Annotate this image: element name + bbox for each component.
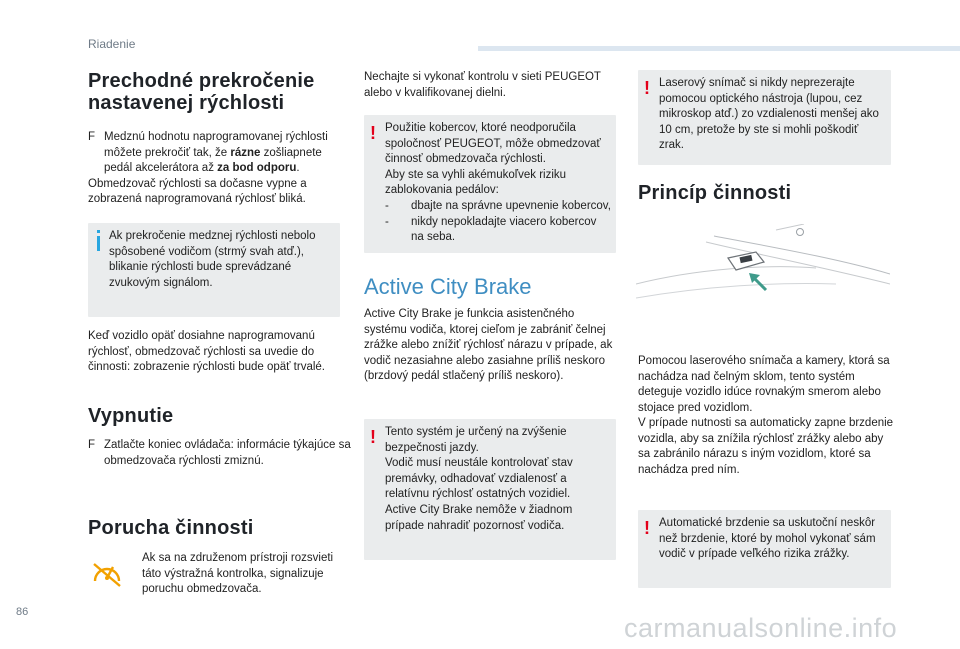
bullet-marker: F [88, 439, 96, 451]
warning-icon: ! [644, 518, 650, 538]
heading-temporary-exceed [88, 70, 346, 114]
heading-line-1: Prechodné prekročenie [88, 70, 315, 92]
heading-active-city-brake: Active City Brake [364, 274, 532, 299]
paragraph-principle-detection: Pomocou laserového snímača a kamery, ktorá sa nachádza nad čelným sklom, tento systém deteguje vozidlo idúce rovnakým smerom alebo stojace pred vozidlom. [638, 355, 890, 414]
info-text: Ak prekročenie medznej rýchlosti nebolo spôsobené vodičom (strmý svah atď.), blikanie rýchlosti bude sprevádzané zvukovým signálom. [109, 230, 316, 289]
warning-attention-line-2: Vodič musí neustále kontrolovať stav premávky, odhadovať vzdialenosť a relatívnu rýchlosť ostatných vozidiel. [385, 457, 573, 501]
heading-line-2: nastavenej rýchlosti [88, 92, 285, 114]
warning-box-attention [364, 419, 616, 560]
header-bar [478, 46, 960, 51]
list-dash: - [385, 215, 389, 228]
watermark: carmanualsonline.info [624, 613, 898, 643]
windshield-sensor-illustration [636, 224, 890, 340]
list-dash: - [385, 199, 389, 212]
warning-mats-text: Použitie kobercov, ktoré neodporučila spoločnosť PEUGEOT, môže obmedzovať činnosť obmedzovača rýchlosti. [385, 122, 601, 166]
bullet-marker: F [88, 131, 96, 143]
speed-limiter-fault-icon [90, 556, 124, 590]
warning-laser-text: Laserový snímač si nikdy neprezerajte pomocou optického nástroja (lupou, cez mikroskop atď.) zo vzdialenosti menšej ako 10 cm, pretože by ste si mohli poškodiť zrak. [659, 77, 879, 152]
section-tag: Riadenie [88, 37, 136, 51]
info-icon [97, 236, 100, 251]
fault-text: Ak sa na združenom prístroji rozsvieti táto výstražná kontrolka, signalizuje poruchu obmedzovača. [142, 552, 334, 596]
heading-porucha: Porucha činnosti [88, 517, 254, 539]
warning-icon: ! [644, 78, 650, 98]
warning-mats-advice: Aby ste sa vyhli akémukoľvek riziku zablokovania pedálov: [385, 168, 567, 197]
warning-automatic-braking-text: Automatické brzdenie sa uskutoční neskôr než brzdenie, ktoré by mohol vykonať sám vodič v prípade veľkého rizika zrážky. [659, 517, 876, 561]
warning-attention-line-1: Tento systém je určený na zvýšenie bezpečnosti jazdy. [385, 426, 567, 454]
warning-icon: ! [370, 427, 376, 447]
warning-box-automatic-braking [638, 510, 891, 588]
warning-box-mats [364, 115, 616, 253]
heading-vypnutie: Vypnutie [88, 405, 174, 427]
heading-princip: Princíp činnosti [638, 182, 792, 204]
warning-box-laser [638, 70, 891, 165]
paragraph-acb-description: Active City Brake je funkcia asistenčného systému vodiča, ktorej cieľom je zabrániť čelnej zrážke alebo znížiť rýchlosť nárazu v prípade, ak vodič nezasiahne alebo zasiahne príliš neskoro (brzdový pedál stlačený príliš neskoro). [364, 308, 613, 383]
paragraph-principle-braking: V prípade nutnosti sa automaticky zapne brzdenie vozidla, aby sa znížila rýchlosť zrážky alebo aby sa zabránilo nárazu s iným vozidlom, ktoré sa nachádza pred ním. [638, 417, 894, 476]
paragraph-limiter-restored: Keď vozidlo opäť dosiahne naprogramovanú rýchlosť, obmedzovač rýchlosti sa uvedie do činnosti: zobrazenie rýchlosti bude opäť trvalé. [88, 330, 325, 374]
warning-icon: ! [370, 123, 376, 143]
list-item: - nikdy nepokladajte viacero kobercov na seba. [385, 215, 597, 244]
page-number: 86 [16, 606, 29, 618]
list-item: - dbajte na správne upevnenie kobercov, [385, 199, 611, 215]
step-switch-off: F Zatlačte koniec ovládača: informácie týkajúce sa obmedzovača rýchlosti zmiznú. [88, 439, 351, 467]
column-1 [88, 70, 346, 208]
paragraph-service-check: Nechajte si vykonať kontrolu v sieti PEUGEOT alebo v kvalifikovanej dielni. [364, 71, 601, 99]
step-accelerate: F Medznú hodnotu naprogramovanej rýchlosti môžete prekročiť tak, že rázne zošliapnete pedál akcelerátora až za bod odporu. [88, 131, 328, 175]
warning-attention-line-3: Active City Brake nemôže v žiadnom prípade nahradiť pozornosť vodiča. [385, 503, 573, 532]
info-box [88, 223, 340, 317]
paragraph-limiter-off: Obmedzovač rýchlosti sa dočasne vypne a zobrazená naprogramovaná rýchlosť bliká. [88, 177, 307, 206]
